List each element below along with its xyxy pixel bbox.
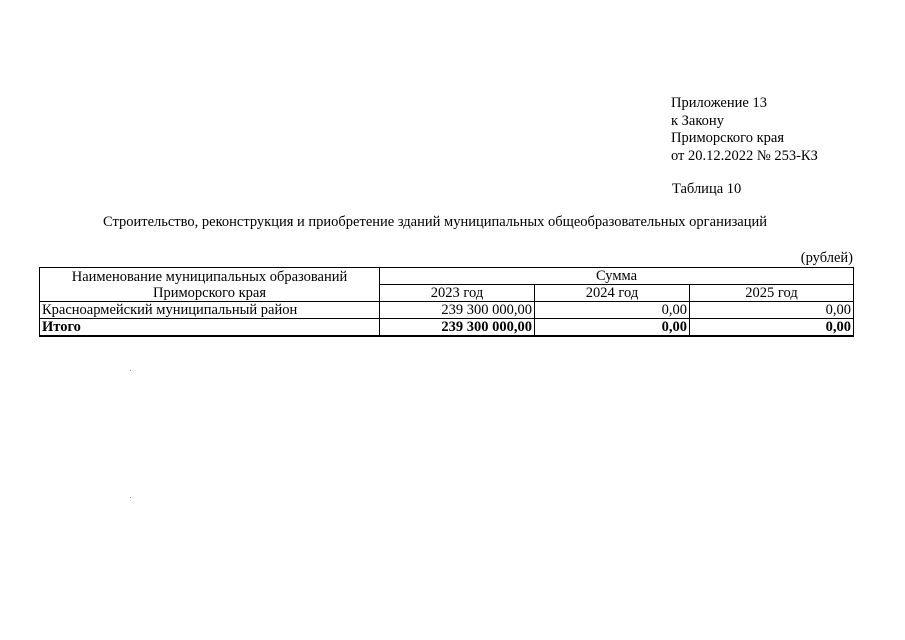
appendix-block xyxy=(671,95,818,165)
total-cell-2025: 0,00 xyxy=(690,319,854,337)
year-header-2023: 2023 год xyxy=(380,285,535,302)
sum-column-header: Сумма xyxy=(380,268,854,285)
total-cell-2023: 239 300 000,00 xyxy=(380,319,535,337)
value-cell-2025: 0,00 xyxy=(690,302,854,319)
scan-speck xyxy=(130,497,131,498)
scan-speck xyxy=(130,370,131,371)
document-title: Строительство, реконструкция и приобретение зданий муниципальных общеобразовательных организаций xyxy=(103,214,768,230)
appendix-number: Приложение 13 xyxy=(671,95,767,111)
budget-table xyxy=(39,267,854,337)
table-label: Таблица 10 xyxy=(672,181,742,197)
total-row xyxy=(40,319,854,337)
municipality-column-header xyxy=(40,268,380,302)
value-cell-2024: 0,00 xyxy=(535,302,690,319)
year-header-2025: 2025 год xyxy=(690,285,854,302)
appendix-law-ref: к Закону xyxy=(671,112,724,129)
value-cell-2023: 239 300 000,00 xyxy=(380,302,535,319)
municipality-header-line2: Приморского края xyxy=(152,284,266,301)
appendix-date: от 20.12.2022 № 253-КЗ xyxy=(671,147,818,164)
municipality-name-cell: Красноармейский муниципальный район xyxy=(40,302,380,319)
municipality-header-line1: Наименование муниципальных образований xyxy=(71,268,348,285)
year-header-2024: 2024 год xyxy=(535,285,690,302)
table-row xyxy=(40,302,854,319)
total-cell-2024: 0,00 xyxy=(535,319,690,337)
units-label: (рублей) xyxy=(800,250,853,266)
appendix-region: Приморского края xyxy=(671,130,785,146)
total-label-cell: Итого xyxy=(40,319,380,337)
